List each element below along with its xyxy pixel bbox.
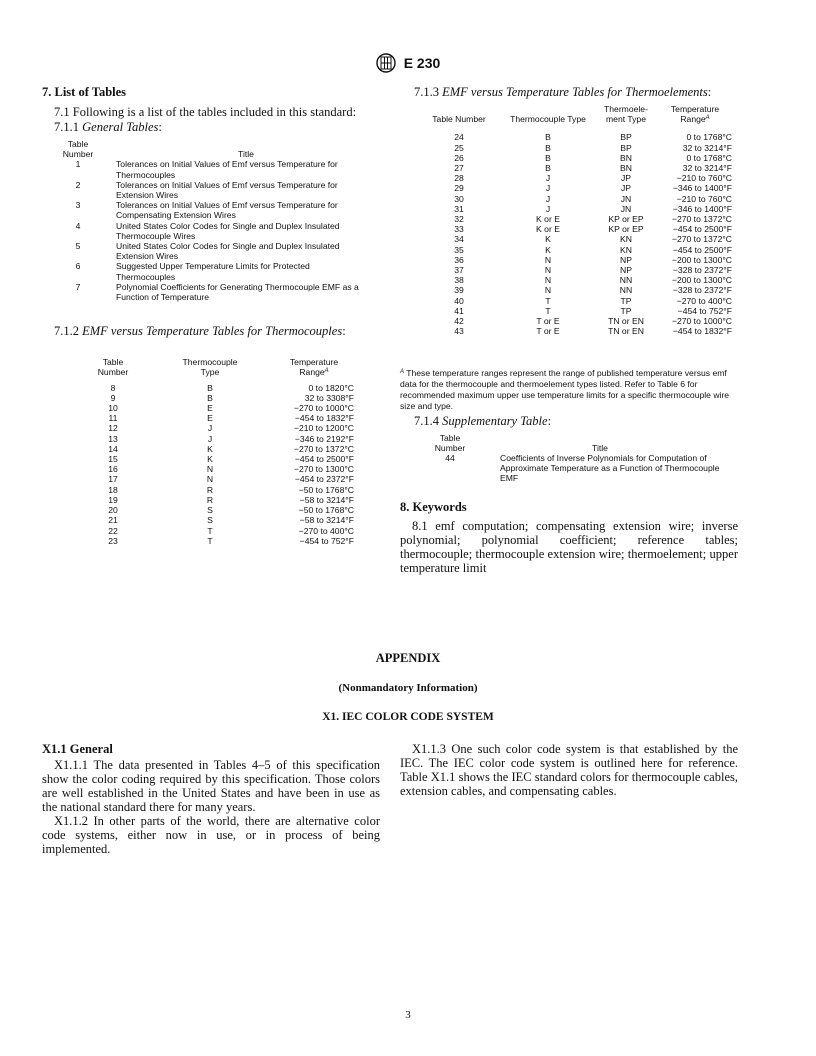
table-number-cell: 33 [454, 224, 464, 235]
thermocouple-type-cell: N [544, 275, 552, 286]
table-row [42, 261, 378, 281]
table-number-cell: 28 [454, 173, 464, 184]
table-number-cell: 38 [454, 275, 464, 286]
table-number-cell: 3 [75, 200, 81, 211]
table-row [418, 285, 734, 295]
table-row [418, 316, 734, 326]
thermocouple-type-cell: J [545, 203, 551, 214]
thermoelement-type-cell: NP [620, 254, 632, 265]
table-number-cell: 29 [454, 183, 464, 194]
temperature-range-cell: −454 to 752°F [677, 305, 732, 316]
thermocouple-type-cell: K [207, 454, 213, 465]
thermocouple-type-cell: J [207, 433, 213, 444]
thermocouple-type-cell: J [545, 183, 551, 194]
table-row [72, 464, 362, 474]
table-number-cell: 32 [454, 214, 464, 225]
temperature-range-cell: −454 to 2500°F [672, 244, 732, 255]
thermocouple-type-cell: B [207, 382, 213, 393]
column-header-table-number: Table Number [432, 114, 486, 125]
column-header-table-number: Table Number [97, 357, 129, 378]
temperature-range-cell: −454 to 2372°F [294, 474, 354, 485]
thermocouple-type-cell: T [545, 295, 551, 306]
thermoelement-type-cell: NN [619, 275, 633, 286]
table-row [72, 413, 362, 423]
thermocouple-type-cell: N [206, 474, 214, 485]
table-number-cell: 21 [108, 515, 118, 526]
temperature-range-cell: −200 to 1300°C [671, 275, 732, 286]
thermoelement-type-cell: NP [620, 265, 632, 276]
thermocouple-type-cell: N [544, 265, 552, 276]
temperature-range-cell: −270 to 400°C [676, 295, 732, 306]
temperature-range-cell: 0 to 1768°C [686, 132, 732, 143]
temperature-range-cell: −454 to 2500°F [672, 224, 732, 235]
thermoelement-type-cell: BP [620, 132, 632, 143]
table-number-cell: 27 [454, 163, 464, 174]
thermoelement-tables-list [418, 104, 734, 336]
temperature-range-cell: −454 to 1832°F [294, 413, 354, 424]
table-row [418, 183, 734, 193]
table-title-cell: Coefficients of Inverse Polynomials for Computation of Approximate Temperature as a Function of Thermocouple EMF [500, 453, 720, 484]
thermoelement-type-cell: KP or EP [608, 214, 644, 225]
table-row [418, 194, 734, 204]
table-title-cell: United States Color Codes for Single and Duplex Insulated Extension Wires [116, 241, 340, 262]
table-number-cell: 31 [454, 203, 464, 214]
thermocouple-type-cell: E [207, 403, 213, 414]
table-row [72, 444, 362, 454]
table-number-cell: 13 [108, 433, 118, 444]
table-row [418, 214, 734, 224]
column-header-temperature-range: Temperature Range$^A$ [289, 357, 339, 378]
table-number-cell: 7 [75, 281, 81, 292]
table-number-cell: 43 [454, 326, 464, 337]
table-number-cell: 12 [108, 423, 118, 434]
table-number-cell: 15 [108, 454, 118, 465]
thermoelement-type-cell: KN [620, 244, 632, 255]
column-header-thermocouple-type: Thermocouple Type [182, 357, 238, 378]
temperature-range-cell: 32 to 3214°F [682, 142, 732, 153]
table-number-cell: 20 [108, 505, 118, 516]
paragraph-7-1: 7.1 Following is a list of the tables included in this standard: [54, 105, 357, 119]
thermocouple-type-cell: T or E [536, 316, 560, 327]
table-number-cell: 41 [454, 305, 464, 316]
temperature-range-cell: −454 to 2500°F [294, 454, 354, 465]
thermocouple-type-cell: T [207, 525, 213, 536]
temperature-range-cell: −270 to 1300°C [293, 464, 354, 475]
supplementary-tables-list [430, 433, 730, 484]
temperature-range-cell: −270 to 1372°C [293, 443, 354, 454]
thermoelement-type-cell: JP [620, 183, 632, 194]
appendix-left-column [42, 742, 380, 856]
table-number-cell: 35 [454, 244, 464, 255]
table-row [418, 255, 734, 265]
subsection-7-1-4-heading: 7.1.4 Supplementary Table: [414, 413, 552, 428]
table-number-cell: 26 [454, 152, 464, 163]
table-row [42, 159, 378, 179]
table-row [418, 296, 734, 306]
temperature-range-cell: 0 to 1820°C [308, 382, 354, 393]
temperature-range-cell: −270 to 1000°C [671, 316, 732, 327]
table-row [418, 275, 734, 285]
column-header-title: Title [592, 442, 608, 453]
table-row [42, 221, 378, 241]
subsection-7-1-1-heading: 7.1.1 General Tables: [54, 120, 162, 134]
thermocouple-type-cell: K [207, 443, 213, 454]
table-number-cell: 10 [108, 403, 118, 414]
table-row [72, 383, 362, 393]
thermocouple-tables-list [72, 357, 362, 546]
temperature-range-cell: −50 to 1768°C [298, 484, 354, 495]
table-row [42, 180, 378, 200]
thermocouple-type-cell: S [207, 505, 213, 516]
table-title-cell: Suggested Upper Temperature Limits for Protected Thermocouples [116, 261, 310, 282]
thermoelement-type-cell: KN [620, 234, 632, 245]
table-row [418, 143, 734, 153]
column-header-thermoelement-type: Thermoele- ment Type [604, 104, 648, 125]
thermoelement-type-cell: NN [619, 285, 633, 296]
page-number: 3 [405, 1009, 411, 1021]
thermocouple-type-cell: K or E [536, 224, 560, 235]
thermocouple-type-cell: T [545, 305, 551, 316]
column-header-table-number: Table Number [62, 139, 94, 160]
temperature-range-cell: −210 to 760°C [676, 193, 732, 204]
table-row [418, 245, 734, 255]
thermocouple-type-cell: K or E [536, 214, 560, 225]
table-number-cell: 22 [108, 525, 118, 536]
thermoelement-type-cell: TP [620, 295, 632, 306]
table-row [418, 234, 734, 244]
thermocouple-type-cell: R [206, 494, 214, 505]
table-row [72, 454, 362, 464]
thermocouple-type-cell: B [207, 392, 213, 403]
table-title-cell: Tolerances on Initial Values of Emf versus Temperature for Thermocouples [116, 159, 338, 180]
temperature-range-cell: −200 to 1300°C [671, 254, 732, 265]
temperature-range-cell: −328 to 2372°F [672, 265, 732, 276]
table-number-cell: 19 [108, 494, 118, 505]
thermoelement-type-cell: JP [620, 173, 632, 184]
table-number-cell: 2 [75, 179, 81, 190]
temperature-range-cell: −346 to 1400°F [672, 183, 732, 194]
table-row [418, 204, 734, 214]
table-row [418, 326, 734, 336]
thermocouple-type-cell: N [206, 464, 214, 475]
appendix-subtitle: (Nonmandatory Information) [338, 682, 478, 694]
table-number-cell: 30 [454, 193, 464, 204]
table-row [72, 485, 362, 495]
table-row [418, 132, 734, 142]
temperature-range-cell: −270 to 400°C [298, 525, 354, 536]
table-row [418, 153, 734, 163]
column-header-temperature-range: Temperature Range$^A$ [670, 104, 720, 125]
appendix-right-column [400, 742, 738, 798]
thermoelement-type-cell: BP [620, 142, 632, 153]
appendix-title: APPENDIX [375, 651, 441, 665]
table-number-cell: 6 [75, 261, 81, 272]
table-row [430, 453, 730, 484]
thermocouple-type-cell: J [545, 173, 551, 184]
thermocouple-type-cell: E [207, 413, 213, 424]
table-row [42, 200, 378, 220]
table-number-cell: 8 [110, 382, 116, 393]
thermoelement-type-cell: TP [620, 305, 632, 316]
temperature-range-cell: −346 to 2192°F [294, 433, 354, 444]
temperature-range-cell: −58 to 3214°F [299, 494, 354, 505]
thermocouple-type-cell: T [207, 535, 213, 546]
table-row [72, 423, 362, 433]
table-number-cell: 37 [454, 265, 464, 276]
temperature-range-cell: −454 to 1832°F [672, 326, 732, 337]
paragraph-x1-1-1: X1.1.1 The data presented in Tables 4–5 of this specification show the color coding required by this specification. Those colors are well established in the United States and have been in use as the national standard there for many years. [42, 758, 380, 814]
thermocouple-type-cell: R [206, 484, 214, 495]
temperature-range-cell: −270 to 1372°C [671, 234, 732, 245]
general-tables-list [42, 139, 378, 302]
table-row [418, 163, 734, 173]
thermocouple-type-cell: B [545, 142, 551, 153]
paragraph-x1-1-2-part: X1.1.2 In other parts of the world, there are alternative color code systems, either now in use, or in process of being implemented. [42, 814, 380, 856]
thermocouple-type-cell: B [545, 163, 551, 174]
table-number-cell: 44 [445, 453, 455, 464]
table-row [72, 403, 362, 413]
table-row [72, 495, 362, 505]
table-row [72, 526, 362, 536]
table-row [42, 241, 378, 261]
paragraph-8-1: 8.1 emf computation; compensating extension wire; inverse polynomial; polynomial coefficient; reference tables; thermocouple; thermocouple extension wire; thermoelement; upper temperature limit [400, 518, 738, 575]
column-header-table-number: Table Number [434, 432, 466, 453]
temperature-range-cell: −58 to 3214°F [299, 515, 354, 526]
table-title-cell: Polynomial Coefficients for Generating Thermocouple EMF as a Function of Temperature [116, 281, 359, 303]
thermocouple-type-cell: T or E [536, 326, 560, 337]
section-8-heading: 8. Keywords [400, 499, 467, 514]
subsection-7-1-2-heading: 7.1.2 EMF versus Temperature Tables for Thermocouples: [54, 324, 346, 339]
table-row [72, 515, 362, 525]
thermoelement-type-cell: TN or EN [608, 316, 644, 327]
table-number-cell: 36 [454, 254, 464, 265]
table-number-cell: 17 [108, 474, 118, 485]
table-number-cell: 23 [108, 535, 118, 546]
table-title-cell: United States Color Codes for Single and Duplex Insulated Thermocouple Wires [116, 220, 340, 241]
temperature-range-cell: 0 to 1768°C [686, 152, 732, 163]
column-header-title: Title [238, 149, 254, 160]
thermocouple-type-cell: B [545, 132, 551, 143]
table-number-cell: 14 [108, 443, 118, 454]
subsection-7-1-3-heading: 7.1.3 EMF versus Temperature Tables for Thermoelements: [414, 85, 712, 99]
table-row [418, 265, 734, 275]
table-row [72, 393, 362, 403]
thermocouple-type-cell: S [207, 515, 213, 526]
table-number-cell: 34 [454, 234, 464, 245]
table-row [72, 536, 362, 546]
column-header-thermocouple-type: Thermocouple Type [510, 114, 586, 125]
footnote-a: $^A$ These temperature ranges represent the range of published temperature versus emf data for the thermocouple and thermoelement types listed. Refer to Table 6 for recommended maximum upper use temperature limits for a specific thermocouple wire size and type. [400, 368, 730, 411]
table-number-cell: 4 [75, 220, 81, 231]
table-number-cell: 42 [454, 316, 464, 327]
x1-1-heading: X1.1 General [42, 742, 113, 756]
table-row [72, 434, 362, 444]
astm-logo-icon [376, 53, 396, 73]
thermoelement-type-cell: TN or EN [608, 326, 644, 337]
temperature-range-cell: −270 to 1000°C [293, 403, 354, 414]
thermocouple-type-cell: J [545, 193, 551, 204]
table-number-cell: 16 [108, 464, 118, 475]
table-number-cell: 1 [75, 159, 81, 170]
thermocouple-type-cell: B [545, 152, 551, 163]
thermocouple-type-cell: N [544, 285, 552, 296]
left-column [42, 85, 380, 546]
table-number-cell: 9 [110, 392, 116, 403]
thermoelement-type-cell: JN [620, 193, 632, 204]
table-number-cell: 5 [75, 241, 81, 252]
table-number-cell: 11 [108, 413, 118, 424]
temperature-range-cell: −270 to 1372°C [671, 214, 732, 225]
table-title-cell: Tolerances on Initial Values of Emf versus Temperature for Compensating Extension Wires [116, 200, 338, 221]
table-number-cell: 40 [454, 295, 464, 306]
thermoelement-type-cell: BN [620, 152, 632, 163]
thermoelement-type-cell: KP or EP [608, 224, 644, 235]
temperature-range-cell: 32 to 3214°F [682, 163, 732, 174]
table-number-cell: 18 [108, 484, 118, 495]
temperature-range-cell: −328 to 2372°F [672, 285, 732, 296]
temperature-range-cell: 32 to 3308°F [304, 392, 354, 403]
page-header [0, 53, 816, 73]
temperature-range-cell: −210 to 1200°C [293, 423, 354, 434]
thermocouple-type-cell: J [207, 423, 213, 434]
table-row [418, 306, 734, 316]
table-title-cell: Tolerances on Initial Values of Emf versus Temperature for Extension Wires [116, 179, 338, 201]
table-row [418, 173, 734, 183]
thermocouple-type-cell: N [544, 254, 552, 265]
temperature-range-cell: −454 to 752°F [299, 535, 354, 546]
table-row [72, 505, 362, 515]
standard-designation: E 230 [403, 55, 441, 71]
table-number-cell: 24 [454, 132, 464, 143]
table-number-cell: 39 [454, 285, 464, 296]
temperature-range-cell: −346 to 1400°F [672, 203, 732, 214]
section-7-heading: 7. List of Tables [42, 85, 127, 99]
thermoelement-type-cell: BN [620, 163, 632, 174]
thermocouple-type-cell: K [545, 234, 551, 245]
right-column [400, 85, 738, 575]
thermocouple-type-cell: K [545, 244, 551, 255]
thermoelement-type-cell: JN [620, 203, 632, 214]
table-row [42, 282, 378, 302]
appendix-x1-title: X1. IEC COLOR CODE SYSTEM [322, 711, 494, 723]
temperature-range-cell: −50 to 1768°C [298, 505, 354, 516]
table-row [418, 224, 734, 234]
temperature-range-cell: −210 to 760°C [676, 173, 732, 184]
paragraph-x1-1-3: X1.1.3 One such color code system is that established by the IEC. The IEC color code system is outlined here for reference. Table X1.1 shows the IEC standard colors for thermocouple cables, extension cables, and compensating cables. [400, 742, 738, 798]
table-row [72, 474, 362, 484]
table-number-cell: 25 [454, 142, 464, 153]
